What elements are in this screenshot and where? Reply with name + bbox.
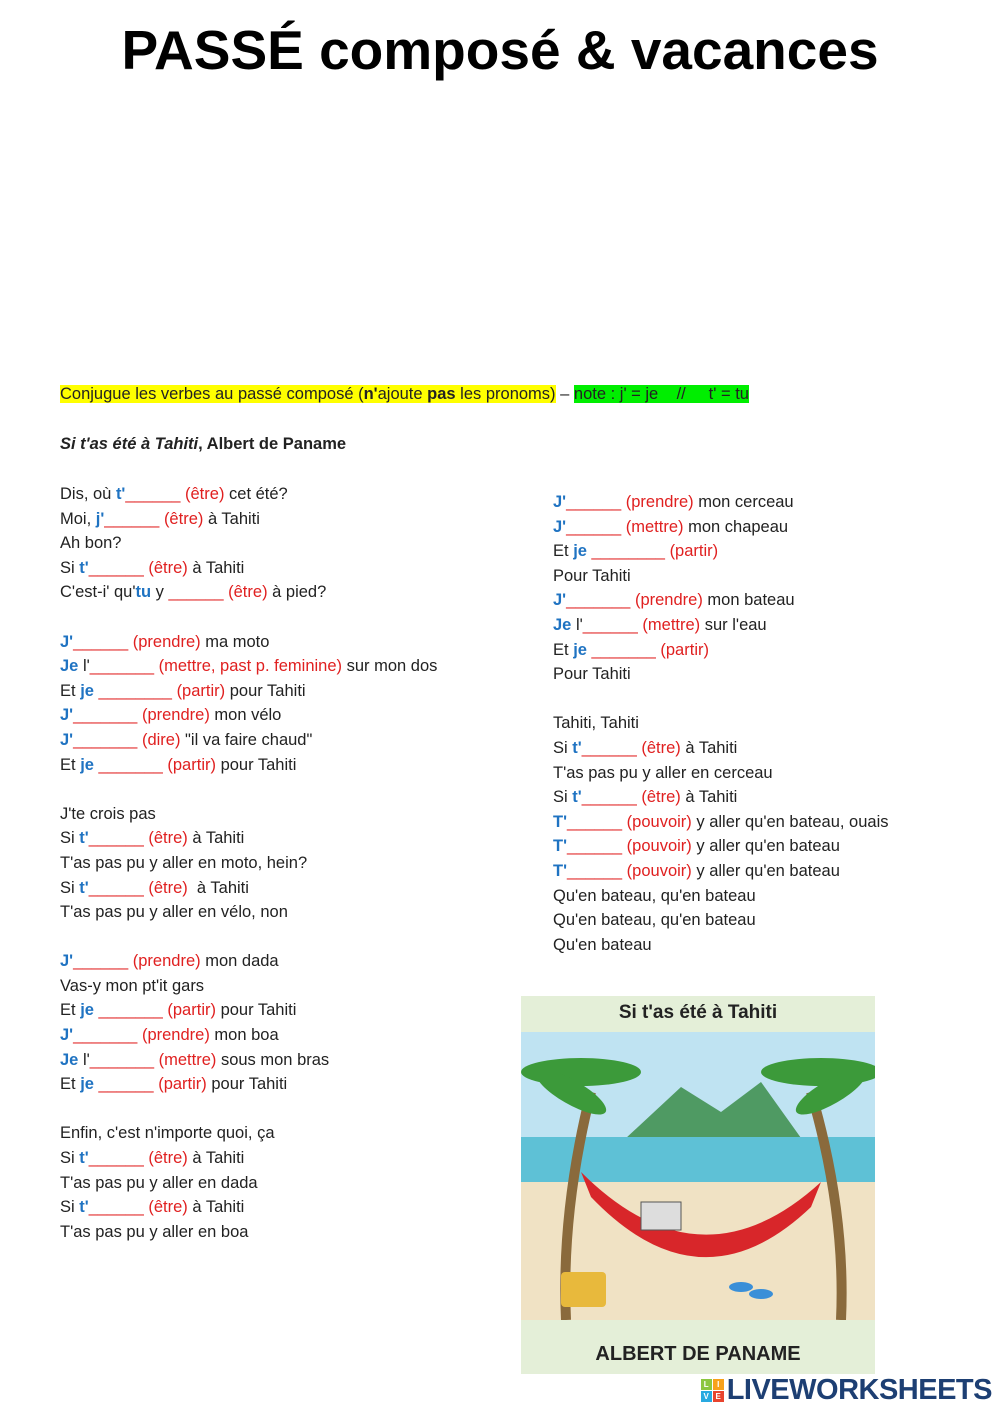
lyric-text: Si (553, 788, 573, 807)
lyric-text: y (151, 583, 169, 602)
lyric-text: mon chapeau (683, 517, 789, 536)
pronoun: t' (572, 788, 582, 807)
lyric-text: cet été? (224, 485, 288, 503)
lyric-text: y aller qu'en bateau (691, 861, 840, 880)
lyric-line (553, 859, 888, 884)
verb-hint: (être) (641, 738, 681, 757)
answer-blank[interactable]: ______ (104, 509, 160, 528)
pronoun: T' (553, 861, 568, 880)
lyric-line (60, 900, 437, 925)
lyric-line (553, 539, 888, 564)
song-author: , Albert de Paname (198, 435, 347, 453)
pronoun: Je (60, 657, 79, 676)
lyric-text: mon boa (209, 1026, 279, 1045)
lyric-text: Moi, (60, 509, 96, 528)
lyric-text: y aller qu'en bateau (691, 837, 840, 856)
verb-hint: (partir) (158, 1075, 207, 1094)
verb-hint: (mettre) (642, 615, 701, 634)
lyric-text: T'as pas pu y aller en dada (60, 1173, 258, 1192)
lyric-line (60, 580, 437, 605)
lyric-text: ma moto (200, 632, 270, 651)
lyric-text: Et (60, 1075, 81, 1094)
lyric-text: à pied? (267, 583, 327, 602)
verb-hint: (partir) (176, 681, 226, 700)
stanza-break (60, 1097, 437, 1122)
verb-hint: (être) (148, 829, 188, 848)
lyric-line (553, 613, 888, 638)
stanza-break (60, 925, 437, 950)
cover-title: Si t'as été à Tahiti (618, 1002, 778, 1023)
verb-hint: (dire) (141, 730, 181, 749)
lyric-text: à Tahiti (187, 878, 249, 897)
answer-blank[interactable]: _______ (73, 730, 138, 749)
verb-hint: (être) (148, 1149, 188, 1168)
lyric-line (60, 531, 437, 556)
instruction-highlight (60, 385, 556, 403)
lyric-line (60, 1072, 437, 1097)
lyric-text: à Tahiti (187, 1198, 245, 1217)
lyric-line (60, 1121, 437, 1146)
answer-blank[interactable]: ______ (88, 878, 144, 897)
lyric-line (60, 654, 437, 679)
lyric-text: C'est-i' qu' (60, 583, 136, 602)
lyrics-left-column (60, 482, 437, 1244)
lyric-line (553, 908, 888, 933)
instruction-text: Conjugue les verbes au passé composé ( (60, 385, 364, 403)
instruction-text: les pronoms) (455, 385, 556, 403)
lyric-text: Qu'en bateau (553, 935, 652, 954)
stanza-break (553, 687, 888, 712)
lyric-text: T'as pas pu y aller en cerceau (553, 763, 773, 782)
lyric-line (60, 974, 437, 999)
lyric-text: Et (60, 681, 81, 700)
pronoun: t' (79, 558, 89, 577)
lyric-text: à Tahiti (187, 829, 245, 848)
lyric-text: mon bateau (702, 591, 795, 610)
answer-blank[interactable]: ______ (567, 861, 623, 880)
lyrics-right-column (553, 490, 888, 957)
lyric-text: pour Tahiti (206, 1075, 288, 1094)
verb-hint: (prendre) (141, 1026, 210, 1045)
pronoun: J' (60, 1026, 74, 1045)
lyric-text: l' (78, 1050, 90, 1069)
verb-hint: (partir) (669, 542, 719, 561)
lyric-line (553, 884, 888, 909)
answer-blank[interactable]: _______ (89, 657, 155, 676)
lyric-text: Si (553, 738, 573, 757)
pronoun: J' (60, 730, 74, 749)
lyric-line (60, 1048, 437, 1073)
answer-blank[interactable]: ______ (125, 485, 181, 503)
lyric-text: T'as pas pu y aller en boa (60, 1222, 249, 1241)
instruction-bold: n' (363, 385, 378, 403)
instructions (60, 385, 749, 404)
lyric-text: mon vélo (209, 706, 282, 725)
lyric-text: sous mon bras (216, 1050, 330, 1069)
lyric-line (60, 679, 437, 704)
verb-hint: (pouvoir) (626, 812, 692, 831)
lyric-text: Qu'en bateau, qu'en bateau (553, 886, 756, 905)
verb-hint: (être) (228, 583, 268, 602)
lyric-line (60, 507, 437, 532)
lyric-text: à Tahiti (680, 788, 738, 807)
lyric-text: Qu'en bateau, qu'en bateau (553, 911, 756, 930)
lyric-line (60, 728, 437, 753)
lyric-text: Si (60, 1149, 80, 1168)
lyric-line (553, 834, 888, 859)
lyric-text: à Tahiti (187, 1149, 245, 1168)
lyric-line (60, 753, 437, 778)
lyric-text: y aller qu'en bateau, ouais (691, 812, 889, 831)
logo-letter: I (713, 1379, 724, 1390)
logo-letter: V (701, 1391, 712, 1402)
verb-hint: (être) (641, 788, 681, 807)
pronoun: J' (553, 493, 567, 511)
note-highlight: note : j' = je // t' = tu (573, 385, 749, 403)
lyric-line (553, 638, 888, 663)
pronoun: je (80, 755, 94, 774)
lyric-text: sur l'eau (700, 615, 767, 634)
answer-blank[interactable]: ______ (566, 493, 622, 511)
lyric-line (60, 802, 437, 827)
answer-blank[interactable]: _______ (73, 706, 138, 725)
verb-hint: (être) (148, 558, 188, 577)
liveworksheets-logo (701, 1374, 992, 1407)
lyric-line (553, 490, 888, 515)
lyric-line (553, 736, 888, 761)
lyric-text: l' (571, 615, 583, 634)
lyric-text: Dis, où (60, 485, 116, 503)
stanza-break (60, 777, 437, 802)
verb-hint: (prendre) (132, 632, 201, 651)
lyric-text: mon cerceau (693, 493, 794, 511)
pronoun: t' (572, 738, 582, 757)
answer-blank[interactable]: ______ (88, 1198, 144, 1217)
verb-hint: (mettre) (158, 1050, 217, 1069)
pronoun: je (80, 1001, 94, 1020)
lyric-line (60, 703, 437, 728)
lyric-text: pour Tahiti (215, 755, 297, 774)
cover-author: ALBERT DE PANAME (595, 1343, 801, 1365)
page-title: PASSÉ composé & vacances (121, 19, 879, 81)
pronoun: Je (60, 1050, 79, 1069)
verb-hint: (mettre, past p. feminine) (158, 657, 343, 676)
pronoun: J' (60, 632, 74, 651)
lyric-text: à Tahiti (680, 738, 738, 757)
lyric-text: l' (78, 657, 90, 676)
pronoun: T' (553, 837, 568, 856)
answer-blank[interactable]: ______ (73, 632, 129, 651)
answer-blank[interactable]: ______ (98, 1075, 154, 1094)
lyric-line (60, 876, 437, 901)
pronoun: t' (79, 878, 89, 897)
answer-blank[interactable]: ______ (73, 952, 129, 971)
answer-blank[interactable]: ______ (567, 837, 623, 856)
song-heading (60, 435, 346, 454)
lyric-text: J'te crois pas (60, 804, 156, 823)
lyric-line (553, 515, 888, 540)
lyric-text: pour Tahiti (215, 1001, 297, 1020)
answer-blank[interactable]: _______ (591, 640, 656, 659)
answer-blank[interactable]: ______ (566, 517, 622, 536)
answer-blank[interactable]: ______ (567, 812, 623, 831)
pronoun: tu (135, 583, 152, 602)
answer-blank[interactable]: _______ (566, 591, 631, 610)
verb-hint: (être) (185, 485, 225, 503)
verb-hint: (prendre) (625, 493, 694, 511)
pronoun: t' (79, 1149, 89, 1168)
lyric-text: Pour Tahiti (553, 665, 631, 684)
answer-blank[interactable]: ______ (581, 738, 637, 757)
lyric-line (60, 1171, 437, 1196)
verb-hint: (être) (163, 509, 204, 528)
lyric-line (60, 949, 437, 974)
answer-blank[interactable]: _______ (89, 1050, 155, 1069)
lyric-line (60, 630, 437, 655)
verb-hint: (prendre) (132, 952, 201, 971)
pronoun: Je (553, 615, 572, 634)
stanza-break (60, 605, 437, 630)
lyric-text: T'as pas pu y aller en vélo, non (60, 903, 288, 922)
pronoun: je (573, 542, 587, 561)
lyric-line (553, 662, 888, 687)
logo-text: LIVEWORKSHEETS (726, 1374, 992, 1406)
beach-hammock-illustration (521, 1032, 875, 1320)
lyric-line (60, 482, 437, 507)
lyric-line (60, 851, 437, 876)
lyric-text: Et (60, 1001, 81, 1020)
lyric-text: à Tahiti (203, 509, 260, 528)
answer-blank[interactable]: _______ (73, 1026, 138, 1045)
lyric-text: Et (553, 542, 574, 561)
lyric-text: Et (60, 755, 81, 774)
pronoun: t' (79, 829, 89, 848)
album-cover-image (521, 996, 875, 1374)
lyric-text: Tahiti, Tahiti (553, 714, 639, 733)
lyric-line (60, 826, 437, 851)
verb-hint: (être) (148, 878, 188, 897)
verb-hint: (partir) (660, 640, 709, 659)
verb-hint: (partir) (167, 1001, 216, 1020)
instruction-dash: – (555, 385, 574, 403)
lyric-text: Si (60, 829, 80, 848)
answer-blank[interactable]: ________ (98, 681, 172, 700)
pronoun: J' (60, 706, 74, 725)
lyric-text: "il va faire chaud" (180, 730, 313, 749)
lyric-line (60, 1195, 437, 1220)
lyric-line (553, 933, 888, 958)
lyric-text: sur mon dos (342, 657, 438, 676)
answer-blank[interactable]: ______ (168, 583, 224, 602)
lyric-line (60, 1220, 437, 1245)
answer-blank[interactable]: ______ (581, 788, 637, 807)
pronoun: J' (553, 591, 567, 610)
lyric-line (553, 810, 888, 835)
lyric-text: Ah bon? (60, 534, 122, 553)
pronoun: t' (79, 1198, 89, 1217)
instruction-text: ajoute (377, 385, 428, 403)
verb-hint: (être) (148, 1198, 188, 1217)
lyric-line (60, 998, 437, 1023)
pronoun: j' (95, 509, 105, 528)
pronoun: T' (553, 812, 568, 831)
lyric-text: à Tahiti (187, 558, 245, 577)
lyric-line (553, 711, 888, 736)
answer-blank[interactable]: ________ (591, 542, 665, 561)
lyric-line (60, 556, 437, 581)
lyric-line (553, 761, 888, 786)
pronoun: je (80, 681, 94, 700)
lyric-text: Pour Tahiti (553, 566, 631, 585)
lyric-text: mon dada (200, 952, 279, 971)
logo-letter: L (701, 1379, 712, 1390)
logo-icon (701, 1379, 724, 1402)
lyric-line (60, 1146, 437, 1171)
song-title: Si t'as été à Tahiti (60, 435, 199, 453)
verb-hint: (mettre) (625, 517, 684, 536)
lyric-line (553, 564, 888, 589)
verb-hint: (prendre) (141, 706, 210, 725)
pronoun: J' (60, 952, 74, 971)
lyric-text: Enfin, c'est n'importe quoi, ça (60, 1124, 275, 1143)
lyric-text: Vas-y mon pt'it gars (60, 976, 205, 995)
lyric-text: Et (553, 640, 574, 659)
pronoun: J' (553, 517, 567, 536)
verb-hint: (prendre) (634, 591, 703, 610)
answer-blank[interactable]: _______ (98, 755, 163, 774)
pronoun: je (80, 1075, 94, 1094)
answer-blank[interactable]: ______ (582, 615, 638, 634)
verb-hint: (pouvoir) (626, 861, 692, 880)
pronoun: t' (115, 485, 126, 503)
pronoun: je (573, 640, 587, 659)
answer-blank[interactable]: ______ (88, 1149, 144, 1168)
lyric-line (553, 588, 888, 613)
lyric-text: T'as pas pu y aller en moto, hein? (60, 853, 308, 872)
verb-hint: (pouvoir) (626, 837, 692, 856)
instruction-bold: pas (427, 385, 456, 403)
lyric-line (553, 785, 888, 810)
answer-blank[interactable]: ______ (88, 829, 144, 848)
lyric-text: Si (60, 878, 80, 897)
answer-blank[interactable]: _______ (98, 1001, 163, 1020)
verb-hint: (partir) (167, 755, 216, 774)
lyric-text: Si (60, 1198, 80, 1217)
lyric-line (60, 1023, 437, 1048)
logo-letter: E (713, 1391, 724, 1402)
lyric-text: pour Tahiti (225, 681, 306, 700)
lyric-text: Si (60, 558, 80, 577)
answer-blank[interactable]: ______ (88, 558, 144, 577)
